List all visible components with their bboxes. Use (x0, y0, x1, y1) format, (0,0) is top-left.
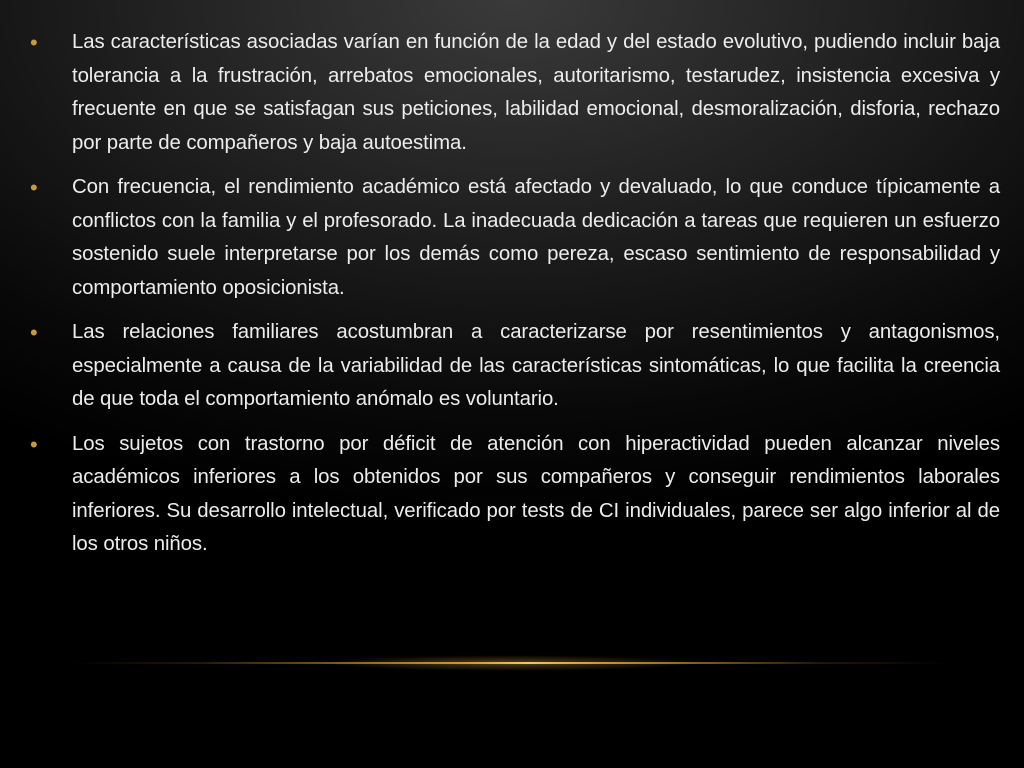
bullet-marker: • (30, 175, 38, 200)
bullet-item-2 (28, 171, 1000, 305)
bullet-list (28, 26, 1000, 573)
divider-line (70, 662, 950, 664)
bullet-text: Con frecuencia, el rendimiento académico está afectado y devaluado, lo que conduce típicamente a conflictos con la familia y el profesorado. La inadecuada dedicación a tareas que requieren un esfuerzo sostenido suele interpretarse por los demás como pereza, escaso sentimiento de responsabilidad y comportamiento oposicionista. (72, 176, 1000, 299)
bullet-marker: • (30, 431, 38, 457)
bullet-text: Los sujetos con trastorno por déficit de atención con hiperactividad pueden alcanzar niveles académicos inferiores a los obtenidos por sus compañeros y conseguir rendimientos laborales inferiores. Su desarrollo intelectual, verificado por tests de CI individuales, parece ser algo inferior al de los otros niños. (72, 432, 1000, 555)
decorative-gold-divider (70, 660, 950, 666)
bullet-item-1 (28, 26, 1000, 160)
bullet-marker: • (30, 30, 38, 55)
bullet-text: Las características asociadas varían en función de la edad y del estado evolutivo, pudiendo incluir baja tolerancia a la frustración, arrebatos emocionales, autoritarismo, testarudez, insistencia excesiva y frecuente en que se satisfagan sus peticiones, labilidad emocional, desmoralización, disforia, rechazo por parte de compañeros y baja autoestima. (72, 31, 1000, 154)
bullet-marker: • (30, 320, 38, 345)
bullet-item-3 (28, 316, 1000, 417)
bullet-text: Las relaciones familiares acostumbran a caracterizarse por resentimientos y antagonismos, especialmente a causa de la variabilidad de las características sintomáticas, lo que facilita la creencia de que toda el comportamiento anómalo es voluntario. (72, 321, 1000, 410)
bullet-item-4 (28, 428, 1000, 562)
